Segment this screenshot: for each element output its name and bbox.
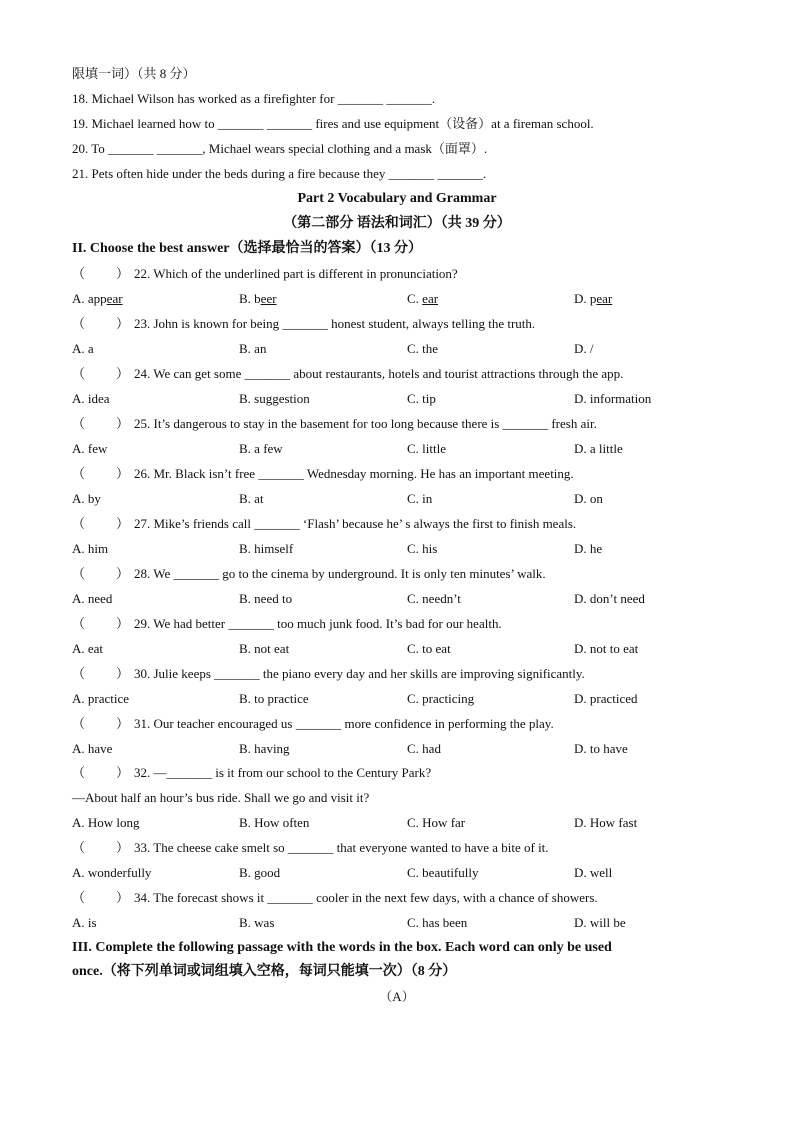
option-c: C. has been bbox=[407, 915, 468, 930]
option-c: C. little bbox=[407, 441, 446, 456]
answer-bracket[interactable]: （ ） bbox=[72, 616, 130, 631]
option-d: D. on bbox=[574, 491, 603, 506]
part2-subtitle: （第二部分 语法和词汇）（共 39 分） bbox=[283, 216, 511, 231]
option-a: A. need bbox=[72, 591, 113, 606]
option-b: B. not eat bbox=[239, 641, 290, 656]
option-c: C. beautifully bbox=[407, 865, 479, 880]
option-c: C. tip bbox=[407, 391, 436, 406]
answer-bracket[interactable]: （ ） bbox=[72, 566, 130, 581]
option-a: A. appear bbox=[72, 291, 123, 306]
option-b: B. a few bbox=[239, 441, 283, 456]
question-text: 24. We can get some _______ about restaurants, hotels and tourist attractions through the app. bbox=[134, 366, 624, 381]
question-item bbox=[72, 566, 546, 582]
option-a: A. eat bbox=[72, 641, 104, 656]
option-b: B. an bbox=[239, 341, 267, 356]
answer-bracket[interactable]: （ ） bbox=[72, 890, 130, 905]
option-b: B. at bbox=[239, 491, 264, 506]
option-d: D. information bbox=[574, 391, 652, 406]
question-text: 29. We had better _______ too much junk food. It’s bad for our health. bbox=[134, 616, 502, 631]
option-b: B. good bbox=[239, 865, 281, 880]
question-text: 26. Mr. Black isn’t free _______ Wednesday morning. He has an important meeting. bbox=[134, 466, 574, 481]
answer-bracket[interactable]: （ ） bbox=[72, 416, 130, 431]
answer-bracket[interactable]: （ ） bbox=[72, 765, 130, 780]
option-d: D. practiced bbox=[574, 691, 638, 706]
answer-bracket[interactable]: （ ） bbox=[72, 716, 130, 731]
answer-bracket[interactable]: （ ） bbox=[72, 840, 130, 855]
answer-bracket[interactable]: （ ） bbox=[72, 516, 130, 531]
question-item bbox=[72, 516, 576, 532]
question-text: 33. The cheese cake smelt so _______ that everyone wanted to have a bite of it. bbox=[134, 840, 549, 855]
option-d: D. / bbox=[574, 341, 594, 356]
option-c: C. How far bbox=[407, 815, 466, 830]
option-a: A. have bbox=[72, 741, 113, 756]
option-b: B. was bbox=[239, 915, 275, 930]
option-c: C. ear bbox=[407, 291, 439, 306]
option-a: A. a bbox=[72, 341, 94, 356]
answer-bracket[interactable]: （ ） bbox=[72, 466, 130, 481]
question-text: 30. Julie keeps _______ the piano every day and her skills are improving significantly. bbox=[134, 666, 585, 681]
question-20: 20. To _______ _______, Michael wears special clothing and a mask（面罩）. bbox=[72, 141, 488, 156]
option-d: D. to have bbox=[574, 741, 628, 756]
option-a: A. by bbox=[72, 491, 101, 506]
option-d: D. well bbox=[574, 865, 613, 880]
option-a: A. practice bbox=[72, 691, 130, 706]
answer-bracket[interactable]: （ ） bbox=[72, 366, 130, 381]
question-text: 23. John is known for being _______ honest student, always telling the truth. bbox=[134, 316, 536, 331]
option-c: C. needn’t bbox=[407, 591, 461, 606]
question-item bbox=[72, 666, 585, 682]
option-d: D. will be bbox=[574, 915, 626, 930]
option-a: A. How long bbox=[72, 815, 140, 830]
option-d: D. pear bbox=[574, 291, 613, 306]
option-a: A. him bbox=[72, 541, 109, 556]
option-d: D. How fast bbox=[574, 815, 638, 830]
section3-heading-line2: once.（将下列单词或词组填入空格，每词只能填一次）（8 分） bbox=[72, 964, 457, 979]
question-item bbox=[72, 366, 623, 382]
option-b: B. having bbox=[239, 741, 290, 756]
question-21: 21. Pets often hide under the beds during a fire because they _______ _______. bbox=[72, 166, 487, 181]
option-c: C. to eat bbox=[407, 641, 451, 656]
option-d: D. not to eat bbox=[574, 641, 639, 656]
answer-bracket[interactable]: （ ） bbox=[72, 666, 130, 681]
option-d: D. he bbox=[574, 541, 603, 556]
part2-title: Part 2 Vocabulary and Grammar bbox=[297, 191, 497, 206]
option-b: B. himself bbox=[239, 541, 294, 556]
option-c: C. the bbox=[407, 341, 439, 356]
section3-heading-line1: III. Complete the following passage with the words in the box. Each word can only be used bbox=[72, 940, 612, 955]
section2-heading: II. Choose the best answer（选择最恰当的答案）（13 分） bbox=[72, 241, 422, 256]
option-c: C. practicing bbox=[407, 691, 475, 706]
option-c: C. in bbox=[407, 491, 433, 506]
passage-label: （A） bbox=[379, 989, 415, 1004]
question-22 bbox=[72, 266, 458, 282]
answer-bracket[interactable]: （ ） bbox=[72, 266, 130, 281]
option-c: C. his bbox=[407, 541, 438, 556]
option-b: B. to practice bbox=[239, 691, 309, 706]
option-a: A. idea bbox=[72, 391, 110, 406]
question-text: 28. We _______ go to the cinema by underground. It is only ten minutes’ walk. bbox=[134, 566, 546, 581]
option-d: D. don’t need bbox=[574, 591, 645, 606]
question-text: 25. It’s dangerous to stay in the basement for too long because there is _______ fresh air. bbox=[134, 416, 597, 431]
question-18: 18. Michael Wilson has worked as a firefighter for _______ _______. bbox=[72, 91, 436, 106]
option-b: B. need to bbox=[239, 591, 293, 606]
question-item bbox=[72, 416, 597, 432]
option-b: B. beer bbox=[239, 291, 277, 306]
option-b: B. suggestion bbox=[239, 391, 310, 406]
question-text: 31. Our teacher encouraged us _______ more confidence in performing the play. bbox=[134, 716, 554, 731]
instruction-tail: 限填一词）（共 8 分） bbox=[72, 66, 196, 81]
question-32 bbox=[72, 765, 431, 781]
option-a: A. wonderfully bbox=[72, 865, 152, 880]
question-text: 27. Mike’s friends call _______ ‘Flash’ because he’ s always the first to finish meals. bbox=[134, 516, 577, 531]
option-c: C. had bbox=[407, 741, 441, 756]
question-19: 19. Michael learned how to _______ _______ fires and use equipment（设备）at a fireman school. bbox=[72, 116, 594, 131]
question-item bbox=[72, 316, 535, 332]
question-item bbox=[72, 616, 502, 632]
question-text: 22. Which of the underlined part is different in pronunciation? bbox=[134, 266, 458, 281]
question-item bbox=[72, 466, 574, 482]
option-a: A. is bbox=[72, 915, 97, 930]
question-item bbox=[72, 840, 549, 856]
option-d: D. a little bbox=[574, 441, 623, 456]
option-a: A. few bbox=[72, 441, 108, 456]
question-text: 34. The forecast shows it _______ cooler in the next few days, with a chance of showers. bbox=[134, 890, 598, 905]
question-32-reply: —About half an hour’s bus ride. Shall we go and visit it? bbox=[72, 790, 370, 805]
answer-bracket[interactable]: （ ） bbox=[72, 316, 130, 331]
question-item bbox=[72, 890, 598, 906]
option-b: B. How often bbox=[239, 815, 310, 830]
question-item bbox=[72, 716, 554, 732]
question-text: 32. —_______ is it from our school to the Century Park? bbox=[134, 765, 432, 780]
